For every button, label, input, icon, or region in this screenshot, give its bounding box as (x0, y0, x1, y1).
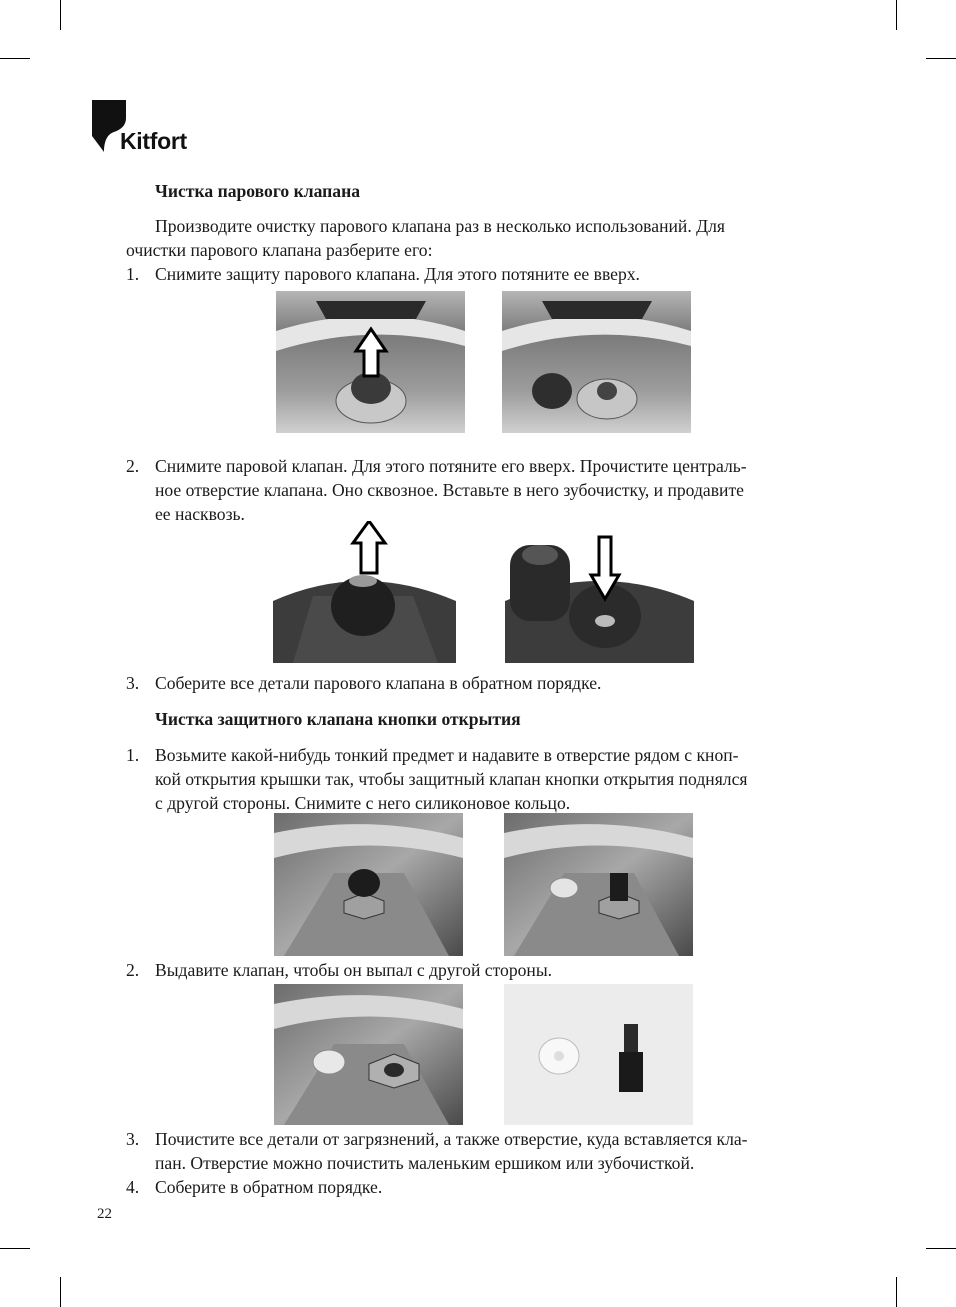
section-heading-steam-valve: Чистка парового клапана (155, 181, 361, 201)
step-text: Соберите в обратном порядке. (155, 1177, 383, 1197)
step-text: ее насквозь. (155, 504, 245, 524)
step-text: ное отверстие клапана. Оно сквозное. Вставьте в него зубочистку, и продавите (155, 480, 744, 500)
photo-clean-valve-hole (505, 521, 694, 663)
crop-mark (896, 0, 897, 30)
step-text: кой открытия крышки так, чтобы защитный клапан кнопки открытия поднялся (155, 769, 748, 789)
photo-valve-cover-removed (502, 291, 691, 433)
section-heading-safety-valve: Чистка защитного клапана кнопки открытия (155, 709, 521, 729)
step-number: 1. (126, 264, 140, 284)
crop-mark (60, 0, 61, 30)
step-number: 3. (126, 1129, 140, 1149)
step-number: 4. (126, 1177, 140, 1197)
crop-mark (60, 1277, 61, 1307)
crop-mark (0, 1248, 30, 1249)
photo-safety-valve-raised (504, 813, 693, 956)
photo-valve-pushed-out (274, 984, 463, 1125)
photo-remove-valve-cover (276, 291, 465, 433)
photo-pull-steam-valve (273, 521, 456, 663)
step-text: Почистите все детали от загрязнений, а также отверстие, куда вставляется кла- (155, 1129, 748, 1149)
photo-safety-valve-ring (274, 813, 463, 956)
step-text: Возьмите какой-нибудь тонкий предмет и надавите в отверстие рядом с кноп- (155, 745, 739, 765)
step-text: Снимите паровой клапан. Для этого потяните его вверх. Прочистите централь- (155, 456, 747, 476)
step-number: 3. (126, 673, 140, 693)
brand-name: Kitfort (120, 128, 187, 154)
intro-text: очистки парового клапана разберите его: (126, 240, 433, 260)
crop-mark (896, 1277, 897, 1307)
photo-valve-and-ring (504, 984, 693, 1125)
step-number: 2. (126, 456, 140, 476)
page-number: 22 (97, 1206, 112, 1222)
intro-text: Производите очистку парового клапана раз в несколько использований. Для (155, 216, 725, 236)
step-text: Соберите все детали парового клапана в обратном порядке. (155, 673, 602, 693)
step-number: 2. (126, 960, 140, 980)
step-text: с другой стороны. Снимите с него силиконовое кольцо. (155, 793, 571, 813)
step-text: Выдавите клапан, чтобы он выпал с другой стороны. (155, 960, 553, 980)
step-number: 1. (126, 745, 140, 765)
crop-mark (926, 1248, 956, 1249)
crop-mark (926, 58, 956, 59)
crop-mark (0, 58, 30, 59)
step-text: пан. Отверстие можно почистить маленьким ершиком или зубочисткой. (155, 1153, 695, 1173)
step-text: Снимите защиту парового клапана. Для этого потяните ее вверх. (155, 264, 640, 284)
